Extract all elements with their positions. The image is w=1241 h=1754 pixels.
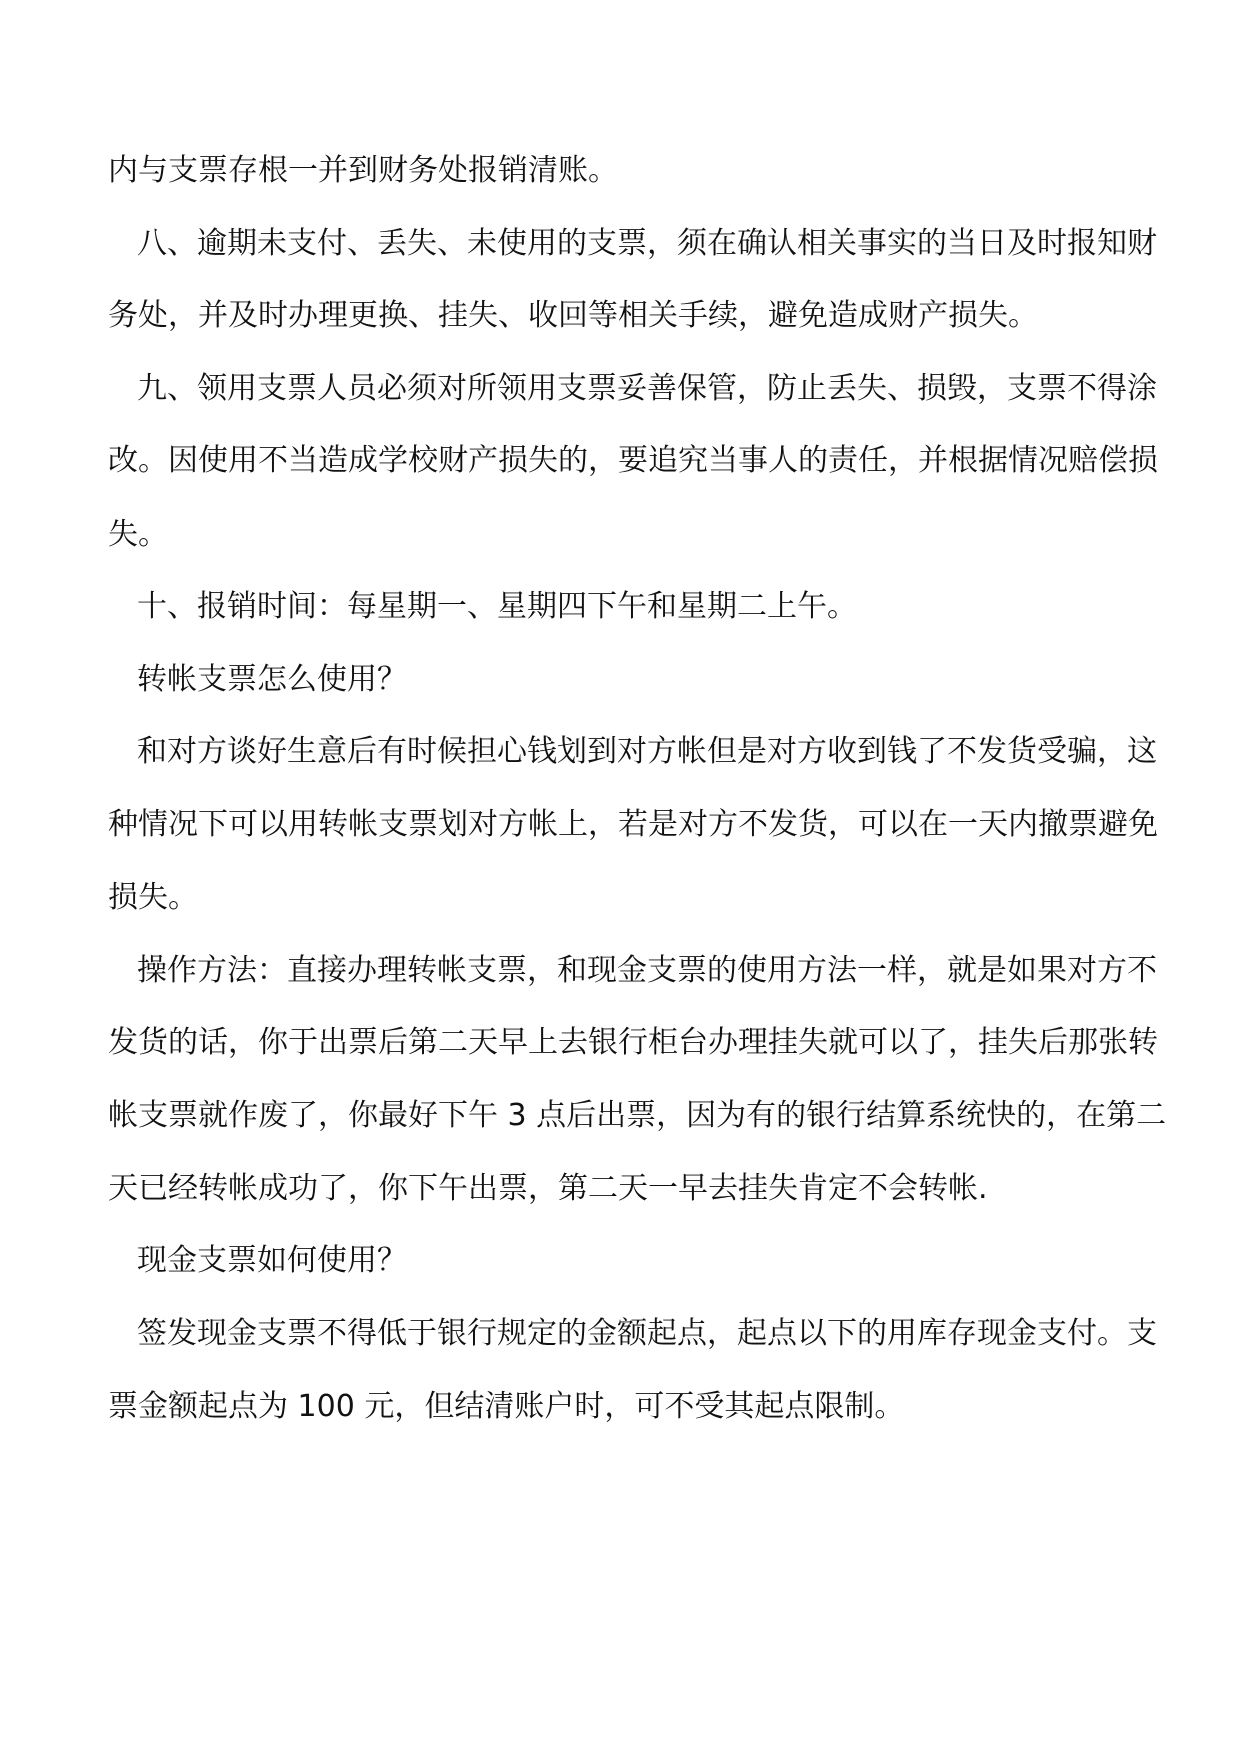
section-heading: 转帐支票怎么使用？ — [137, 662, 407, 697]
paragraph-line: 票金额起点为 100 元，但结清账户时，可不受其起点限制。 — [108, 1389, 905, 1424]
paragraph-line: 帐支票就作废了，你最好下午 3 点后出票，因为有的银行结算系统快的，在第二 — [108, 1098, 1167, 1133]
paragraph-line: 操作方法：直接办理转帐支票，和现金支票的使用方法一样，就是如果对方不 — [137, 953, 1157, 988]
paragraph-line: 八、逾期未支付、丢失、未使用的支票，须在确认相关事实的当日及时报知财 — [137, 226, 1157, 261]
paragraph-line: 失。 — [108, 517, 168, 552]
paragraph-line: 和对方谈好生意后有时候担心钱划到对方帐但是对方收到钱了不发货受骗，这 — [137, 734, 1157, 769]
paragraph-line: 发货的话，你于出票后第二天早上去银行柜台办理挂失就可以了，挂失后那张转 — [108, 1025, 1158, 1060]
paragraph-line: 务处，并及时办理更换、挂失、收回等相关手续，避免造成财产损失。 — [108, 298, 1038, 333]
paragraph-line: 签发现金支票不得低于银行规定的金额起点，起点以下的用库存现金支付。支 — [137, 1316, 1157, 1351]
paragraph-line: 改。因使用不当造成学校财产损失的，要追究当事人的责任，并根据情况赔偿损 — [108, 443, 1158, 478]
paragraph-line: 内与支票存根一并到财务处报销清账。 — [108, 153, 618, 188]
paragraph-line: 天已经转帐成功了，你下午出票，第二天一早去挂失肯定不会转帐. — [108, 1171, 988, 1206]
paragraph-line: 损失。 — [108, 880, 198, 915]
paragraph-line: 九、领用支票人员必须对所领用支票妥善保管，防止丢失、损毁，支票不得涂 — [137, 371, 1157, 406]
section-heading: 现金支票如何使用？ — [137, 1243, 407, 1278]
paragraph-line: 十、报销时间：每星期一、星期四下午和星期二上午。 — [137, 589, 857, 624]
paragraph-line: 种情况下可以用转帐支票划对方帐上，若是对方不发货，可以在一天内撤票避免 — [108, 807, 1158, 842]
